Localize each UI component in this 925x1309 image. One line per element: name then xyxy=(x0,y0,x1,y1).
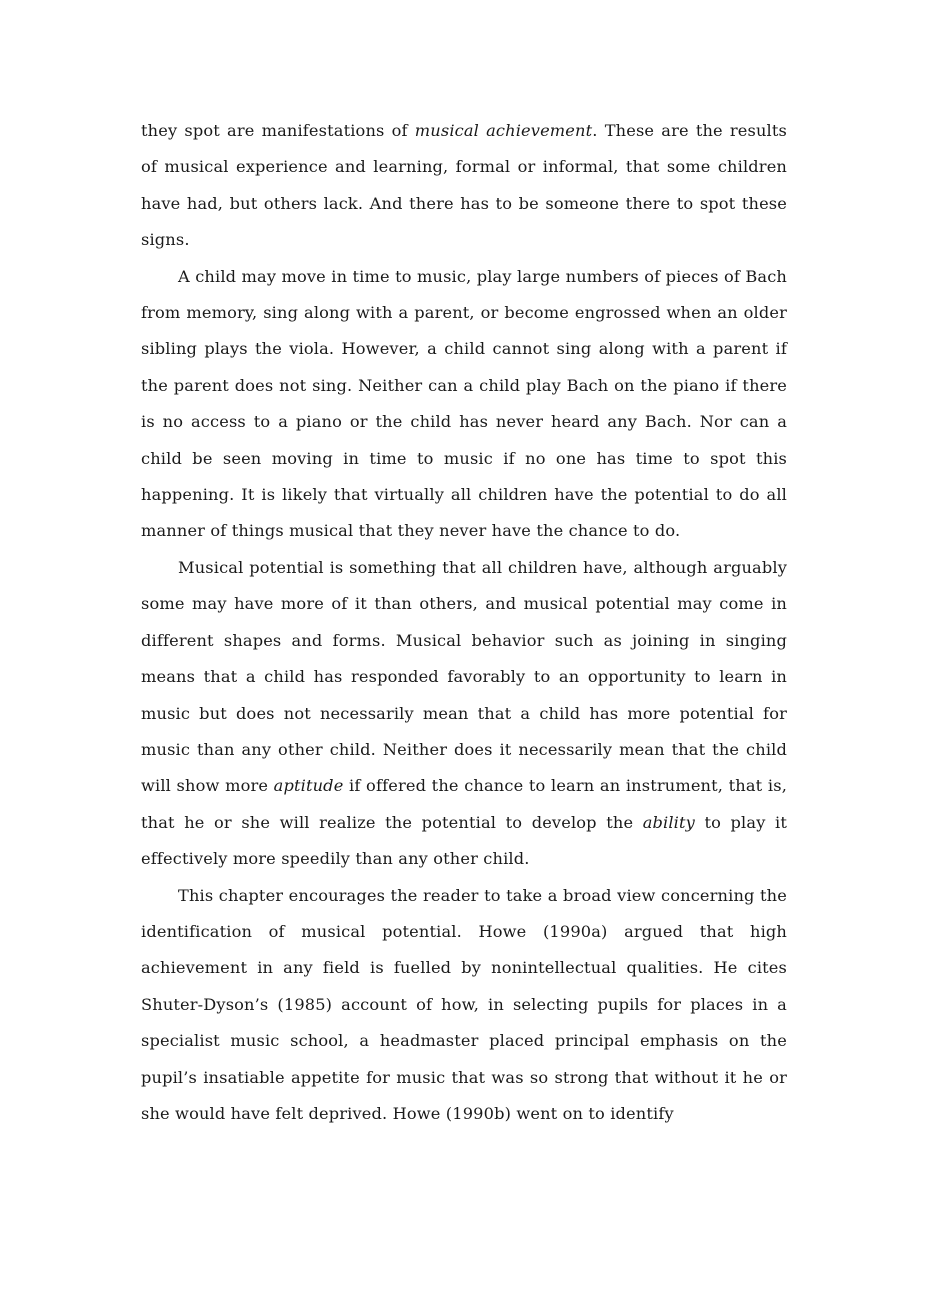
term-ability: ability xyxy=(642,812,695,832)
paragraph-4-run-1: This chapter encourages the reader to take a broad view concerning the identification of musical potential. Howe (1990a) argued that high achievement in any field is fuelled by nonintellectual qualities. He cites Shuter-Dyson’s (1985) account of how, in selecting pupils for places in a specialist music school, a headmaster placed principal emphasis on the pupil’s insatiable appetite for music that was so strong that without it he or she would have felt deprived. Howe (1990b) went on to identify xyxy=(141,885,787,1123)
paragraph-3 xyxy=(141,550,787,878)
paragraph-2 xyxy=(141,259,787,550)
paragraph-1-run-1: they spot are manifestations of xyxy=(141,121,415,140)
paragraph-2-run-1: A child may move in time to music, play large numbers of pieces of Bach from memory, sing along with a parent, or become engrossed when an older sibling plays the viola. However, a child cannot sing along with a parent if the parent does not sing. Neither can a child play Bach on the piano if there is no access to a piano or the child has never heard any Bach. Nor can a child be seen moving in time to music if no one has time to spot this happening. It is likely that virtually all children have the potential to do all manner of things musical that they never have the chance to do. xyxy=(141,266,787,541)
term-aptitude: aptitude xyxy=(273,776,344,796)
body-text xyxy=(141,113,787,1132)
paragraph-4 xyxy=(141,878,787,1133)
paragraph-1-run-3: . These are the results of musical experience and learning, formal or informal, that some children have had, but others lack. And there has to be someone there to spot these signs. xyxy=(141,121,787,250)
paragraph-3-run-1: Musical potential is something that all children have, although arguably some may have more of it than others, and musical potential may come in different shapes and forms. Musical behavior such as joining in singing means that a child has responded favorably to an opportunity to learn in music but does not necessarily mean that a child has more potential for music than any other child. Neither does it necessarily mean that the child will show more xyxy=(141,557,787,796)
paragraph-1 xyxy=(141,113,787,259)
term-musical-achievement: musical achievement xyxy=(414,121,593,140)
paragraph-3-run-3: if offered the chance to learn an instrument, that is, that he or she will realize the potential to develop the xyxy=(141,776,787,832)
paragraph-3-run-5: to play it effectively more speedily than any other child. xyxy=(141,812,787,869)
